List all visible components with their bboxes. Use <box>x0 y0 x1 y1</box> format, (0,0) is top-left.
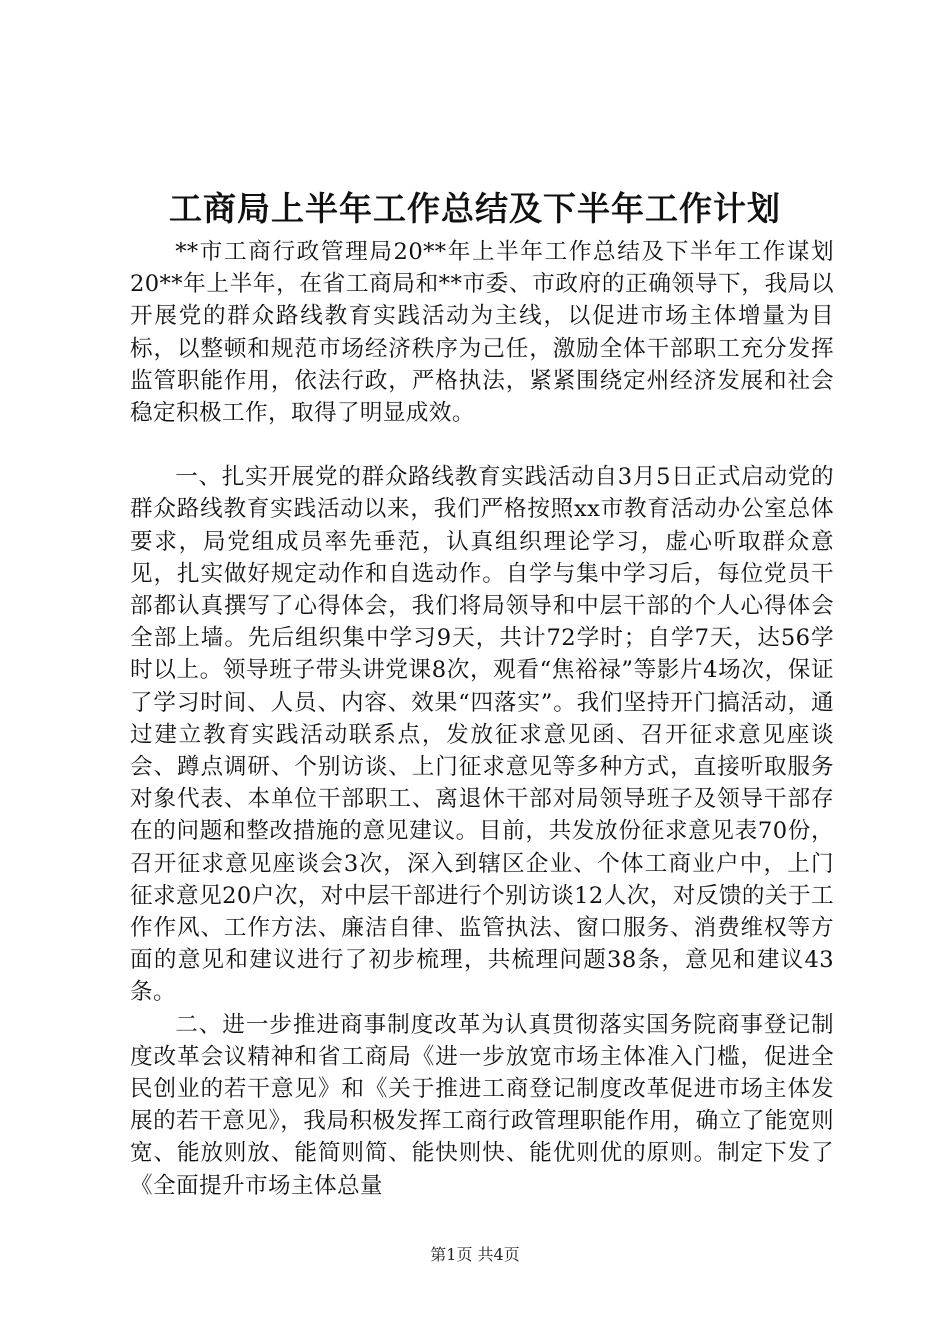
page-number-footer: 第1页 共4页 <box>430 1245 520 1264</box>
paragraph-section-1: 一、扎实开展党的群众路线教育实践活动自3月5日正式启动党的群众路线教育实践活动以来，我们严格按照xx市教育活动办公室总体要求，局党组成员率先垂范，认真组织理论学习，虚心听取群众意见，扎实做好规定动作和自选动作。自学与集中学习后，每位党员干部都认真撰写了心得体会，我们将局领导和中层干部的个人心得体会全部上墙。先后组织集中学习9天，共计72学时；自学7天，达56学时以上。领导班子带头讲党课8次，观看“焦裕禄”等影片4场次，保证了学习时间、人员、内容、效果“四落实”。我们坚持开门搞活动，通过建立教育实践活动联系点，发放征求意见函、召开征求意见座谈会、蹲点调研、个别访谈、上门征求意见等多种方式，直接听取服务对象代表、本单位干部职工、离退休干部对局领导班子及领导干部存在的问题和整改措施的意见建议。目前，共发放份征求意见表70份，召开征求意见座谈会3次，深入到辖区企业、个体工商业户中，上门征求意见20户次，对中层干部进行个别访谈12人次，对反馈的关于工作作风、工作方法、廉洁自律、监管执法、窗口服务、消费维权等方面的意见和建议进行了初步梳理，共梳理问题38条，意见和建议43条。 <box>130 464 834 1006</box>
paragraph-section-2: 二、进一步推进商事制度改革为认真贯彻落实国务院商事登记制度改革会议精神和省工商局《进一步放宽市场主体准入门槛，促进全民创业的若干意见》和《关于推进工商登记制度改革促进市场主体发展的若干意见》，我局积极发挥工商行政管理职能作用，确立了能宽则宽、能放则放、能简则简、能快则快、能优则优的原则。制定下发了《全面提升市场主体总量 <box>130 1011 834 1199</box>
paragraph-intro: **市工商行政管理局20**年上半年工作总结及下半年工作谋划20**年上半年，在省工商局和**市委、市政府的正确领导下，我局以开展党的群众路线教育实践活动为主线，以促进市场主体增量为目标，以整顿和规范市场经济秩序为己任，激励全体干部职工充分发挥监管职能作用，依法行政，严格执法，紧紧围绕定州经济发展和社会稳定积极工作，取得了明显成效。 <box>130 239 834 427</box>
document-body <box>130 236 834 1202</box>
document-title: 工商局上半年工作总结及下半年工作计划 <box>169 189 781 228</box>
